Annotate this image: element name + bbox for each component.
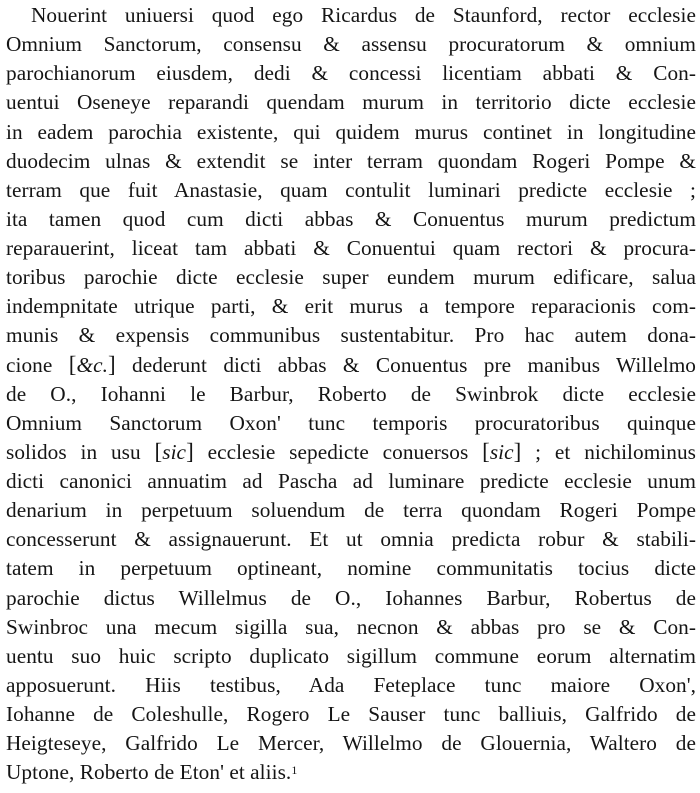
editorial-bracket: ]	[186, 439, 194, 464]
text-line: Omnium Sanctorum, consensu & assensu procuratorum & omnium	[6, 32, 696, 56]
document-page	[6, 0, 696, 793]
editorial-bracket: ]	[107, 352, 116, 377]
text-fragment: cione	[6, 353, 69, 377]
editorial-bracket: [	[154, 439, 163, 464]
text-line: denarium in perpetuum soluendum de terra quondam Rogeri Pompe	[6, 498, 696, 522]
text-line: dicti canonici annuatim ad Pascha ad luminare predicte ecclesie unum	[6, 469, 696, 493]
editorial-note: &c.	[76, 353, 108, 377]
text-line: parochie dictus Willelmus de O., Iohannes Barbur, Robertus de	[6, 586, 696, 610]
editorial-bracket: [	[68, 352, 77, 377]
text-line: indempnitate utrique parti, & erit murus a tempore reparacionis com-	[6, 294, 696, 318]
text-line: Iohanne de Coleshulle, Rogero Le Sauser tunc balliuis, Galfrido de	[6, 702, 696, 726]
text-line: Heigteseye, Galfrido Le Mercer, Willelmo de Glouernia, Waltero de	[6, 731, 696, 755]
text-line: parochianorum eiusdem, dedi & concessi licentiam abbati & Con-	[6, 61, 696, 85]
editorial-bracket: ]	[513, 439, 522, 464]
text-line: Omnium Sanctorum Oxon' tunc temporis procuratoribus quinque	[6, 411, 696, 435]
text-line: munis & expensis communibus sustentabitur. Pro hac autem dona-	[6, 323, 696, 347]
text-line: Swinbroc una mecum sigilla sua, necnon & abbas pro se & Con-	[6, 615, 696, 639]
text-line: toribus parochie dicte ecclesie super eundem murum edificare, salua	[6, 265, 696, 289]
text-fragment: solidos in usu	[6, 440, 155, 464]
text-fragment: ; et nichilominus	[521, 440, 697, 464]
text-line: concesserunt & assignauerunt. Et ut omnia predicta robur & stabili-	[6, 527, 696, 551]
text-line	[6, 757, 696, 787]
text-line	[6, 437, 696, 467]
text-line: Nouerint uniuersi quod ego Ricardus de Staunford, rector ecclesie	[31, 3, 696, 27]
text-line: ita tamen quod cum dicti abbas & Conuentus murum predictum	[6, 207, 696, 231]
text-line: terram que fuit Anastasie, quam contulit luminari predicte ecclesie ;	[6, 178, 696, 202]
text-fragment: dederunt dicti abbas & Conuentus pre manibus Willelmo	[115, 353, 697, 377]
editorial-note: sic	[162, 440, 187, 464]
text-line: apposuerunt. Hiis testibus, Ada Feteplace tunc maiore Oxon',	[6, 673, 696, 697]
editorial-note: sic	[489, 440, 514, 464]
text-line	[6, 350, 696, 380]
text-line: de O., Iohanni le Barbur, Roberto de Swinbrok dicte ecclesie	[6, 382, 696, 406]
editorial-bracket: [	[482, 439, 490, 464]
text-line: reparauerint, liceat tam abbati & Conuentui quam rectori & procura-	[6, 236, 696, 260]
text-line: tatem in perpetuum optineant, nomine communitatis tocius dicte	[6, 556, 696, 580]
text-line: uentui Oseneye reparandi quendam murum in territorio dicte ecclesie	[6, 90, 696, 114]
text-fragment: Uptone, Roberto de Eton' et aliis.	[6, 760, 292, 784]
footnote-marker: 1	[291, 763, 298, 777]
text-fragment: ecclesie sepedicte conuersos	[193, 440, 483, 464]
text-line: uentu suo huic scripto duplicato sigillum commune eorum alternatim	[6, 644, 696, 668]
text-line: duodecim ulnas & extendit se inter terram quondam Rogeri Pompe &	[6, 149, 696, 173]
text-line: in eadem parochia existente, qui quidem murus continet in longitudine	[6, 120, 696, 144]
